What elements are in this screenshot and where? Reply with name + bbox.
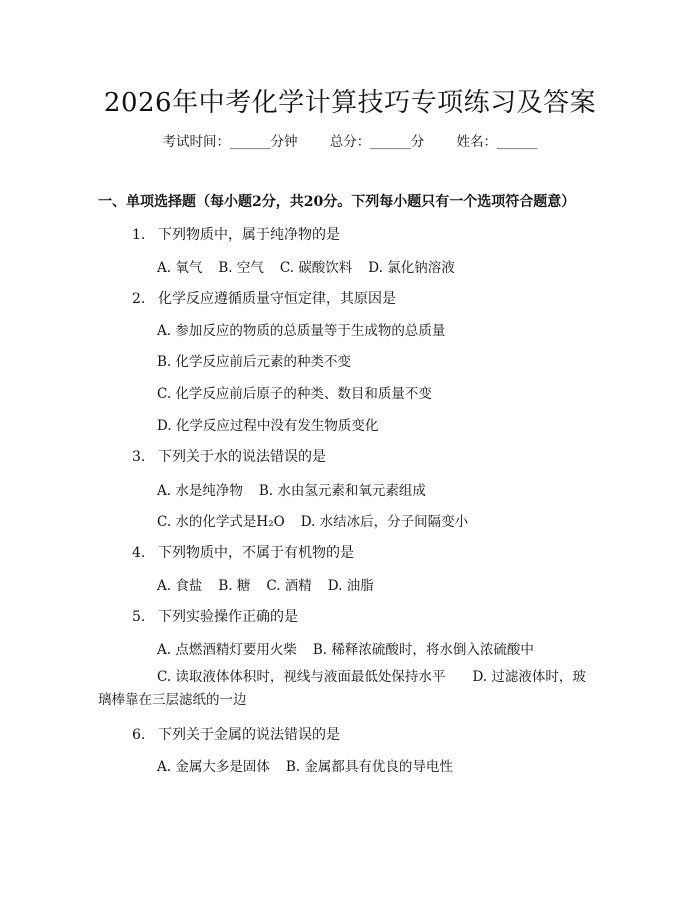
option: A. 氧气 <box>157 260 203 276</box>
question-2 <box>132 288 396 308</box>
option: B. 空气 <box>218 260 264 276</box>
options-wrapped <box>98 666 598 712</box>
total-score: 总分：______分 <box>329 134 425 150</box>
option: A. 食盐 <box>157 578 203 594</box>
question-text: 下列物质中，不属于有机物的是 <box>158 545 354 561</box>
option: A. 金属大多是固体 <box>157 759 270 775</box>
option: C. 化学反应前后原子的种类、数目和质量不变 <box>157 386 432 402</box>
question-text: 下列实验操作正确的是 <box>158 609 298 625</box>
option: B. 化学反应前后元素的种类不变 <box>157 354 352 370</box>
options-row <box>157 638 550 658</box>
exam-time: 考试时间：______分钟 <box>162 134 298 150</box>
option: C. 读取液体体积时，视线与液面最低处保持水平 <box>157 669 446 685</box>
option: A. 参加反应的物质的总质量等于生成物的总质量 <box>157 323 446 339</box>
page-title: 2026年中考化学计算技巧专项练习及答案 <box>103 88 597 118</box>
student-name: 姓名：______ <box>456 134 538 150</box>
option: B. 水由氢元素和氧元素组成 <box>258 483 426 499</box>
question-5 <box>132 606 298 626</box>
option: B. 稀释浓硫酸时，将水倒入浓硫酸中 <box>312 642 534 658</box>
option: B. 金属都具有优良的导电性 <box>285 759 453 775</box>
options-row <box>157 510 484 530</box>
question-number: 1. <box>132 227 146 243</box>
option: D. 水结冰后，分子间隔变小 <box>300 514 469 530</box>
exam-info <box>0 130 700 150</box>
question-number: 3. <box>132 449 146 465</box>
question-text: 下列物质中，属于纯净物的是 <box>158 227 340 243</box>
question-number: 4. <box>132 545 146 561</box>
options-row <box>157 256 471 276</box>
options-row <box>157 755 469 775</box>
question-3 <box>132 446 326 466</box>
question-4 <box>132 542 354 562</box>
question-number: 2. <box>132 291 146 307</box>
option: C. 碳酸饮料 <box>279 260 353 276</box>
option: C. 水的化学式是H₂O <box>157 514 285 530</box>
option: C. 酒精 <box>266 578 312 594</box>
question-1 <box>132 224 340 244</box>
option: D. 化学反应过程中没有发生物质变化 <box>157 418 379 434</box>
question-number: 6. <box>132 727 146 743</box>
question-number: 5. <box>132 609 146 625</box>
option: D. 油脂 <box>327 578 374 594</box>
option: D. 过滤液体时，玻璃棒靠在三层滤纸的一边 <box>98 669 586 708</box>
question-6 <box>132 724 340 744</box>
options-row <box>157 574 390 594</box>
section-heading: 一、单项选择题（每小题2分，共20分。下列每小题只有一个选项符合题意） <box>98 194 576 210</box>
option: D. 氯化钠溶液 <box>368 260 455 276</box>
question-text: 下列关于金属的说法错误的是 <box>158 727 340 743</box>
option: A. 水是纯净物 <box>157 483 243 499</box>
question-text: 下列关于水的说法错误的是 <box>158 449 326 465</box>
option: B. 糖 <box>218 578 251 594</box>
options-row <box>157 479 442 499</box>
question-text: 化学反应遵循质量守恒定律，其原因是 <box>158 291 396 307</box>
option: A. 点燃酒精灯要用火柴 <box>157 642 297 658</box>
